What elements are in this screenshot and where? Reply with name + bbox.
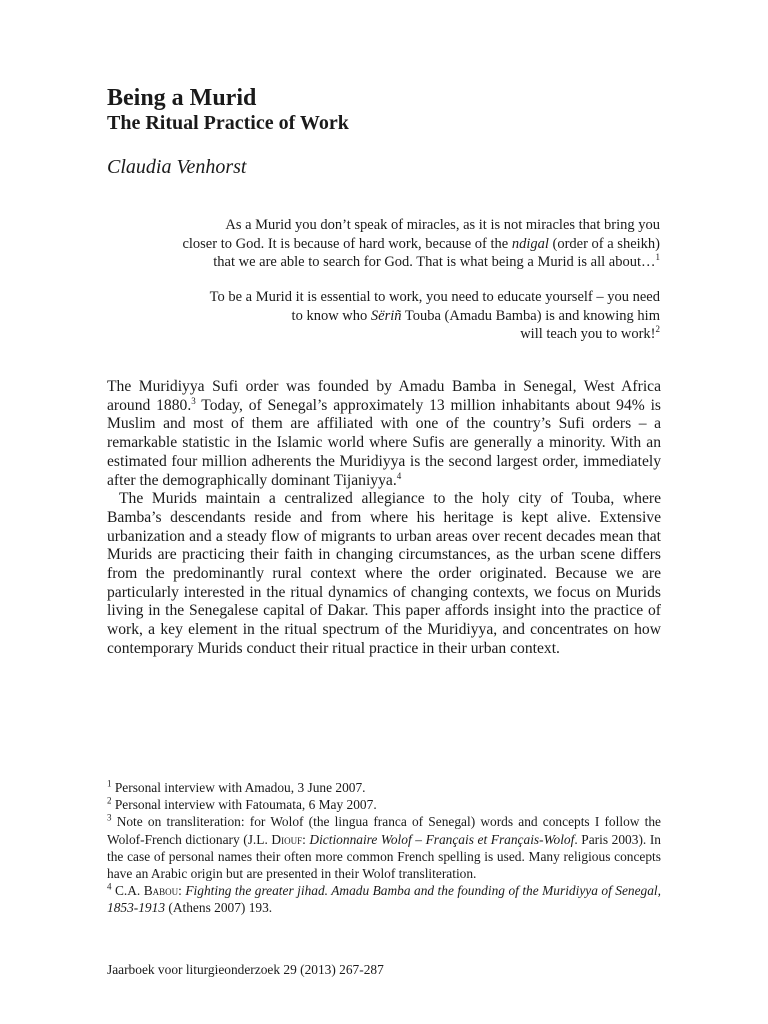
footnote-3-title: Dictionnaire Wolof – Français et Français-Wolof bbox=[309, 831, 575, 847]
footnote-1-text: Personal interview with Amadou, 3 June 2007. bbox=[111, 780, 366, 795]
footnote-2 bbox=[107, 796, 661, 813]
footnote-3-text-b: : bbox=[302, 831, 310, 847]
footnote-4-author: Babou bbox=[143, 883, 179, 899]
footnote-4-title: Fighting the greater jihad. Amadu Bamba and the founding of the Muridiyya of Senegal, 1853-1913 bbox=[107, 883, 661, 916]
paragraph-1 bbox=[107, 378, 661, 490]
footnote-3-text-c: . Paris 2003). In the case of personal names their often more common French spelling is used. Many religious concepts have an Arabic origin but are presented in their Wolof transliteration. bbox=[107, 831, 661, 882]
footnote-1-number: 1 bbox=[107, 778, 112, 789]
epigraph-2-line-3-text: will teach you to work! bbox=[520, 326, 656, 342]
epigraph-2-line-2b: Touba (Amadu Bamba) is and knowing him bbox=[401, 307, 660, 324]
footnote-2-number: 2 bbox=[107, 795, 112, 806]
paragraph-1-part-b: Today, of Senegal’s approximately 13 million inhabitants about 94% is Muslim and most of them are affiliated with one of the country’s Sufi orders – a remarkable statistic in the Islamic world where Sufis are generally a minority. With an estimated four million adherents the Muridiyya is the second largest order, immediately after the demographically dominant Tijaniyya. bbox=[107, 396, 661, 489]
epigraph-1-line-2a: closer to God. It is because of hard work, because of the bbox=[182, 235, 512, 252]
epigraph-1-line-3 bbox=[140, 253, 660, 272]
footnote-3-number: 3 bbox=[107, 812, 112, 823]
footnote-4 bbox=[107, 882, 661, 916]
footnote-4-text-c: (Athens 2007) 193. bbox=[165, 900, 273, 916]
author-name: Claudia Venhorst bbox=[107, 156, 247, 178]
epigraph-2-term: Sëriñ bbox=[370, 307, 402, 324]
footnote-ref-4: 4 bbox=[396, 470, 402, 481]
epigraph-2-line-1: To be a Murid it is essential to work, you need to educate yourself – you need bbox=[209, 289, 660, 305]
paragraph-2: The Murids maintain a centralized allegiance to the holy city of Touba, where Bamba’s descendants reside and from where his heritage is kept alive. Extensive urbanization and a steady flow of migrants to urban areas over recent decades mean that Murids are practicing their faith in changing circumstances, as the urban scene differs from the predominantly rural context where the order originated. Because we are particularly interested in the ritual dynamics of changing contexts, we focus on Murids living in the Senegalese capital of Dakar. This paper affords insight into the practice of work, a key element in the ritual spectrum of the Muridiyya, and concentrates on how contemporary Murids conduct their ritual practice in their urban context. bbox=[107, 490, 661, 657]
epigraph-2-line-2a: to know who bbox=[291, 307, 371, 324]
epigraph-2-line-2 bbox=[140, 307, 660, 326]
footnote-ref-1: 1 bbox=[655, 252, 660, 263]
epigraph-1-line-2b: (order of a sheikh) bbox=[548, 235, 660, 252]
journal-citation: Jaarboek voor liturgieonderzoek 29 (2013) 267-287 bbox=[107, 962, 384, 977]
footnote-1 bbox=[107, 779, 661, 796]
epigraph-quote-1 bbox=[140, 216, 660, 272]
footnote-ref-2: 2 bbox=[655, 324, 660, 335]
paragraph-1-part-a: The Muridiyya Sufi order was founded by Amadu Bamba in Senegal, West Africa around 1880. bbox=[107, 378, 661, 414]
footnote-3 bbox=[107, 813, 661, 882]
epigraph-1-line-3-text: that we are able to search for God. That is what being a Murid is all about… bbox=[213, 254, 656, 270]
footnote-4-text-b: : bbox=[178, 883, 186, 899]
footnote-4-number: 4 bbox=[107, 881, 112, 892]
footnote-3-text-a: Note on transliteration: for Wolof (the lingua franca of Senegal) words and concepts I follow the Wolof-French dictionary (J.L. bbox=[107, 814, 661, 847]
footnote-4-text-a: C.A. bbox=[111, 883, 144, 899]
article-title: Being a Murid bbox=[107, 85, 257, 111]
epigraph-1-term: ndigal bbox=[511, 235, 549, 252]
epigraph-2-line-3 bbox=[140, 325, 660, 344]
footnote-ref-3: 3 bbox=[191, 395, 196, 406]
epigraph-quote-2 bbox=[140, 288, 660, 344]
footnotes bbox=[107, 779, 661, 917]
epigraph-1-line-2 bbox=[140, 235, 660, 254]
footnote-2-text: Personal interview with Fatoumata, 6 May 2007. bbox=[111, 797, 377, 813]
article-subtitle: The Ritual Practice of Work bbox=[107, 112, 349, 134]
body-text bbox=[107, 378, 661, 659]
footnote-3-author: Diouf bbox=[271, 831, 303, 847]
epigraph-1-line-1: As a Murid you don’t speak of miracles, as it is not miracles that bring you bbox=[225, 217, 660, 233]
